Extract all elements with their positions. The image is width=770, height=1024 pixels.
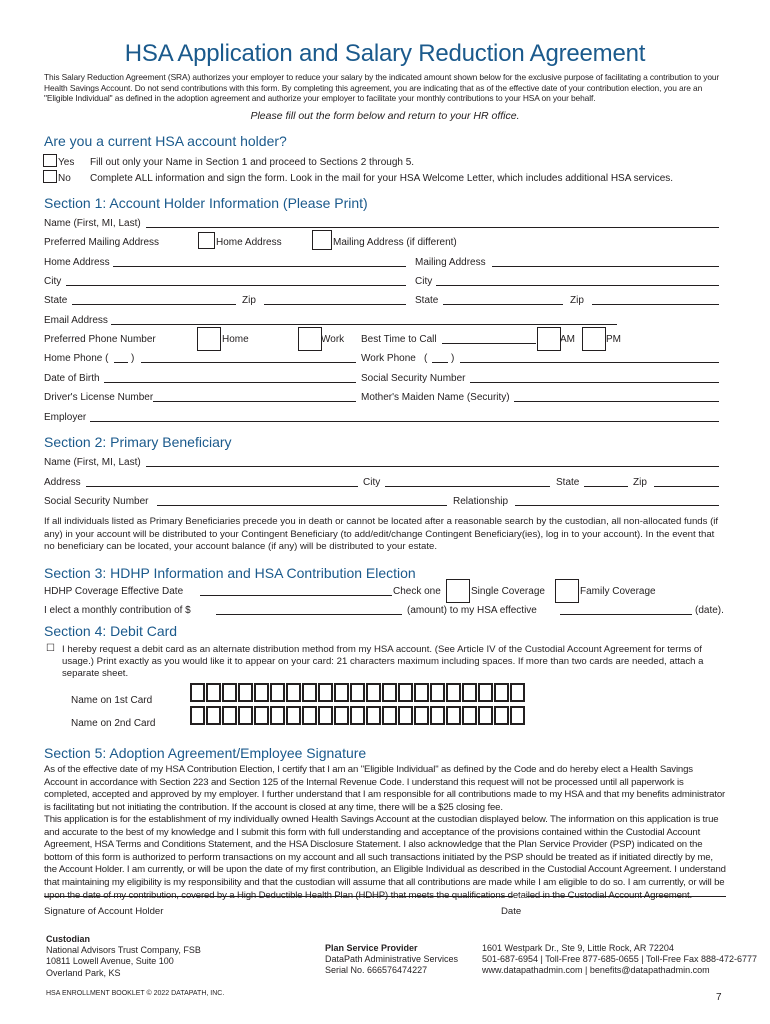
maiden-label: Mother's Maiden Name (Security): [361, 392, 510, 403]
signature-line[interactable]: [44, 896, 513, 897]
work-phone-label: Work Phone: [361, 353, 416, 364]
card-char-box[interactable]: [302, 706, 317, 725]
card-char-box[interactable]: [462, 683, 477, 702]
date-label: (date).: [695, 605, 724, 616]
debit-card-checkbox[interactable]: ☐: [46, 643, 55, 654]
home-address-checkbox[interactable]: [198, 232, 215, 249]
coverage-date-label: HDHP Coverage Effective Date: [44, 586, 184, 597]
signature-label: Signature of Account Holder: [44, 906, 164, 917]
s2-city-label: City: [363, 477, 381, 488]
s2-name-label: Name (First, MI, Last): [44, 457, 141, 468]
relationship-label: Relationship: [453, 496, 509, 507]
card-char-box[interactable]: [318, 706, 333, 725]
am-option: AM: [560, 334, 575, 345]
work-phone-area[interactable]: [432, 353, 448, 363]
card-char-box[interactable]: [494, 706, 509, 725]
work-phone-checkbox[interactable]: [298, 327, 322, 351]
card-char-box[interactable]: [286, 683, 301, 702]
beneficiary-note: If all individuals listed as Primary Beneficiaries precede you in death or cannot be located after a reasonable search by the custodian, all non-allocated funds (if any) in your account will be distributed to your Contingent Beneficiary (to add/edit/change Contingent Beneficiary(ies), log in to your account). In the event that no beneficiary can be located, your account balance (if any) will be distributed to your estate.: [44, 516, 719, 553]
card-char-box[interactable]: [382, 706, 397, 725]
contact-web: www.datapathadmin.com | benefits@datapathadmin.com: [482, 965, 710, 976]
s2-state-label: State: [556, 477, 580, 488]
dob-label: Date of Birth: [44, 373, 100, 384]
contribution-amount-field[interactable]: [216, 605, 402, 615]
home-phone-checkbox[interactable]: [197, 327, 221, 351]
card-char-box[interactable]: [302, 683, 317, 702]
custodian-block: [46, 934, 201, 979]
email-field[interactable]: [111, 315, 617, 325]
mailing-address-option: Mailing Address (if different): [333, 237, 457, 248]
s1-zip-label: Zip: [242, 295, 256, 306]
card-char-box[interactable]: [206, 683, 221, 702]
card-char-box[interactable]: [366, 706, 381, 725]
s1-mail-city-field[interactable]: [436, 276, 719, 286]
s1-state-label: State: [44, 295, 68, 306]
custodian-line: National Advisors Trust Company, FSB: [46, 945, 201, 956]
s1-zip-field[interactable]: [264, 295, 406, 305]
section2-heading: Section 2: Primary Beneficiary: [44, 434, 232, 450]
no-instruction: Complete ALL information and sign the form. Look in the mail for your HSA Welcome Letter, which includes additional HSA services.: [90, 173, 674, 184]
psp-heading: Plan Service Provider: [325, 943, 418, 953]
card-char-box[interactable]: [462, 706, 477, 725]
card-char-box[interactable]: [318, 683, 333, 702]
card-char-box[interactable]: [382, 683, 397, 702]
pref-phone-label: Preferred Phone Number: [44, 334, 156, 345]
section4-heading: Section 4: Debit Card: [44, 623, 178, 639]
single-coverage-checkbox[interactable]: [446, 579, 470, 603]
work-phone-paren-open: (: [424, 353, 428, 364]
card-char-box[interactable]: [398, 706, 413, 725]
no-label: No: [58, 173, 71, 184]
work-phone-paren: ): [451, 353, 455, 364]
yes-checkbox[interactable]: [43, 154, 57, 167]
pm-option: PM: [606, 334, 621, 345]
section3-heading: Section 3: HDHP Information and HSA Contribution Election: [44, 565, 416, 581]
card2-char-boxes[interactable]: [190, 706, 525, 725]
card-char-box[interactable]: [206, 706, 221, 725]
home-phone-paren: ): [131, 353, 135, 364]
mailing-address-field[interactable]: [492, 257, 719, 267]
card-char-box[interactable]: [270, 706, 285, 725]
dob-field[interactable]: [104, 373, 356, 383]
mailing-address-checkbox[interactable]: [312, 230, 332, 250]
debit-card-request: I hereby request a debit card as an alternate distribution method from my HSA account. (See Article IV of the Custodial Account Agreement for terms of usage.) Print exactly as you would like it to appear on your card: 21 characters maximum including spaces. If more than two cards are needed, attach a separate sheet.: [62, 644, 704, 679]
s1-name-label: Name (First, MI, Last): [44, 218, 141, 229]
booklet-footer: HSA ENROLLMENT BOOKLET © 2022 DATAPATH, INC.: [46, 990, 225, 997]
intro-paragraph: This Salary Reduction Agreement (SRA) authorizes your employer to reduce your salary by the indicated amount shown below for the exclusive purpose of facilitating a contribution to your Health Savings Account. Do not send contributions with this form. By completing this agreement, you are indicating that as of the effective date of your contribution election, you are an "Eligible Individual" as defined in the adoption agreement and authorize your employer to facilitate your monthly contributions to your HSA on your behalf.: [44, 72, 720, 104]
card-char-box[interactable]: [222, 683, 237, 702]
section5-heading: Section 5: Adoption Agreement/Employee Signature: [44, 745, 367, 761]
card-char-box[interactable]: [190, 706, 205, 725]
elect-label: I elect a monthly contribution of $: [44, 605, 191, 616]
contact-phones: 501-687-6954 | Toll-Free 877-685-0655 | Toll-Free Fax 888-472-6777: [482, 954, 758, 965]
s1-ssn-label: Social Security Number: [361, 373, 466, 384]
no-checkbox[interactable]: [43, 170, 57, 183]
home-address-field[interactable]: [113, 257, 406, 267]
s2-address-label: Address: [44, 477, 81, 488]
mailing-address-label: Mailing Address: [415, 257, 486, 268]
dl-field[interactable]: [153, 392, 356, 402]
s1-city-field[interactable]: [66, 276, 406, 286]
family-coverage-checkbox[interactable]: [555, 579, 579, 603]
adoption-paragraph: As of the effective date of my HSA Contribution Election, I certify that I am an "Eligible Individual" as defined by the Code and do hereby elect a Health Savings Account in accordance with Section 223 and Section 125 of the Internal Revenue Code. I understand this request will not be processed until all paperwork is completed, accepted and approved by my employer. I further understand that I am responsible for all contributions made to my HSA and that my benefits administrator is facilitating but not initiating the contribution. If the account is closed at any time, there will be a $25 closing fee.: [44, 764, 726, 813]
email-label: Email Address: [44, 315, 108, 326]
s1-mail-zip-field[interactable]: [592, 295, 719, 305]
best-time-label: Best Time to Call: [361, 334, 437, 345]
check-one-label: Check one: [393, 586, 441, 597]
card-char-box[interactable]: [414, 683, 429, 702]
card-char-box[interactable]: [478, 706, 493, 725]
psp-line: DataPath Administrative Services: [325, 954, 459, 965]
contact-address: 1601 Westpark Dr., Ste 9, Little Rock, AR 72204: [482, 943, 674, 953]
card1-label: Name on 1st Card: [71, 695, 153, 706]
work-phone-option: Work: [321, 334, 345, 345]
card-char-box[interactable]: [222, 706, 237, 725]
card-char-box[interactable]: [478, 683, 493, 702]
dl-label: Driver's License Number: [44, 392, 154, 403]
card-char-box[interactable]: [350, 706, 365, 725]
s2-state-field[interactable]: [584, 477, 628, 487]
work-phone-field[interactable]: [460, 353, 719, 363]
card-char-box[interactable]: [510, 706, 525, 725]
am-checkbox[interactable]: [537, 327, 561, 351]
relationship-field[interactable]: [515, 496, 719, 506]
s2-name-field[interactable]: [146, 457, 719, 467]
contact-block: [482, 943, 757, 977]
card1-char-boxes[interactable]: [190, 683, 525, 702]
card-char-box[interactable]: [494, 683, 509, 702]
s2-address-field[interactable]: [86, 477, 358, 487]
custodian-line: 10811 Lowell Avenue, Suite 100: [46, 956, 174, 967]
home-address-option: Home Address: [216, 237, 282, 248]
card-char-box[interactable]: [270, 683, 285, 702]
home-phone-option: Home: [222, 334, 249, 345]
s2-ssn-field[interactable]: [157, 496, 447, 506]
s1-ssn-field[interactable]: [470, 373, 719, 383]
s1-mail-state-label: State: [415, 295, 439, 306]
maiden-field[interactable]: [514, 392, 719, 402]
card-char-box[interactable]: [430, 706, 445, 725]
page-title: HSA Application and Salary Reduction Agreement: [124, 40, 646, 67]
card-char-box[interactable]: [286, 706, 301, 725]
best-time-field[interactable]: [442, 334, 536, 344]
amount-label: (amount) to my HSA effective: [407, 605, 537, 616]
s1-name-field[interactable]: [146, 218, 719, 228]
home-phone-area[interactable]: [114, 353, 128, 363]
card-char-box[interactable]: [414, 706, 429, 725]
employer-field[interactable]: [90, 412, 719, 422]
s2-city-field[interactable]: [385, 477, 550, 487]
psp-block: [325, 943, 458, 977]
card-char-box[interactable]: [350, 683, 365, 702]
card-char-box[interactable]: [254, 706, 269, 725]
s1-state-field[interactable]: [72, 295, 236, 305]
card-char-box[interactable]: [430, 683, 445, 702]
current-holder-question: Are you a current HSA account holder?: [44, 133, 287, 149]
effective-date-field[interactable]: [560, 605, 692, 615]
card-char-box[interactable]: [190, 683, 205, 702]
employer-label: Employer: [44, 412, 87, 423]
s2-zip-field[interactable]: [654, 477, 719, 487]
s1-mail-state-field[interactable]: [443, 295, 563, 305]
return-instruction: Please fill out the form below and return to your HR office.: [250, 110, 520, 122]
custodian-heading: Custodian: [46, 934, 90, 944]
home-phone-label: Home Phone (: [44, 353, 109, 364]
pref-mailing-label: Preferred Mailing Address: [44, 237, 160, 248]
card-char-box[interactable]: [446, 706, 461, 725]
custodian-line: Overland Park, KS: [46, 967, 121, 978]
card-char-box[interactable]: [238, 706, 253, 725]
card2-label: Name on 2nd Card: [71, 718, 156, 729]
card-char-box[interactable]: [366, 683, 381, 702]
page-number: 7: [716, 992, 722, 1003]
home-address-label: Home Address: [44, 257, 110, 268]
single-coverage-label: Single Coverage: [471, 586, 545, 597]
psp-line: Serial No. 666576474227: [325, 965, 428, 976]
signature-date-label: Date: [501, 906, 522, 917]
custodial-paragraph: This application is for the establishment of my individually owned Health Savings Account at the custodian displayed below. The information on this application is true and accurate to the best of my knowledge and I submit this form with full understanding and acceptance of the provisions contained within the Custodial Account Agreement, HSA Terms and Conditions Statement, and the HSA Disclosure Statement. I also acknowledge that the Plan Service Provider (PSP) indicated on the bottom of this form is authorized to perform transactions on my account and all such transactions initiated by the PSP should be treated as if initiated directly by me, the Account Holder. I am currently, or will be upon the date of my first contribution, an Eligible Individual as described in the Custodial Account Agreement. I understand that maintaining my eligibility is my responsibility and that the custodian will assume that all contributions are made while I am eligible to do so. I am currently, or will be upon the date of my contribution, covered by a High Deductible Health Plan (HDHP) that meets the qualifications detailed in the Custodial Account Agreement.: [44, 814, 726, 901]
card-char-box[interactable]: [254, 683, 269, 702]
section1-heading: Section 1: Account Holder Information (Please Print): [44, 195, 368, 211]
card-char-box[interactable]: [446, 683, 461, 702]
s1-mail-city-label: City: [415, 276, 433, 287]
s2-ssn-label: Social Security Number: [44, 496, 149, 507]
card-char-box[interactable]: [510, 683, 525, 702]
card-char-box[interactable]: [334, 706, 349, 725]
coverage-date-field[interactable]: [200, 586, 392, 596]
date-line[interactable]: [527, 896, 726, 897]
pm-checkbox[interactable]: [582, 327, 606, 351]
s1-city-label: City: [44, 276, 62, 287]
s2-zip-label: Zip: [633, 477, 647, 488]
yes-instruction: Fill out only your Name in Section 1 and proceed to Sections 2 through 5.: [90, 157, 415, 168]
family-coverage-label: Family Coverage: [580, 586, 656, 597]
s1-mail-zip-label: Zip: [570, 295, 584, 306]
home-phone-field[interactable]: [141, 353, 356, 363]
yes-label: Yes: [58, 157, 75, 168]
card-char-box[interactable]: [398, 683, 413, 702]
card-char-box[interactable]: [334, 683, 349, 702]
card-char-box[interactable]: [238, 683, 253, 702]
